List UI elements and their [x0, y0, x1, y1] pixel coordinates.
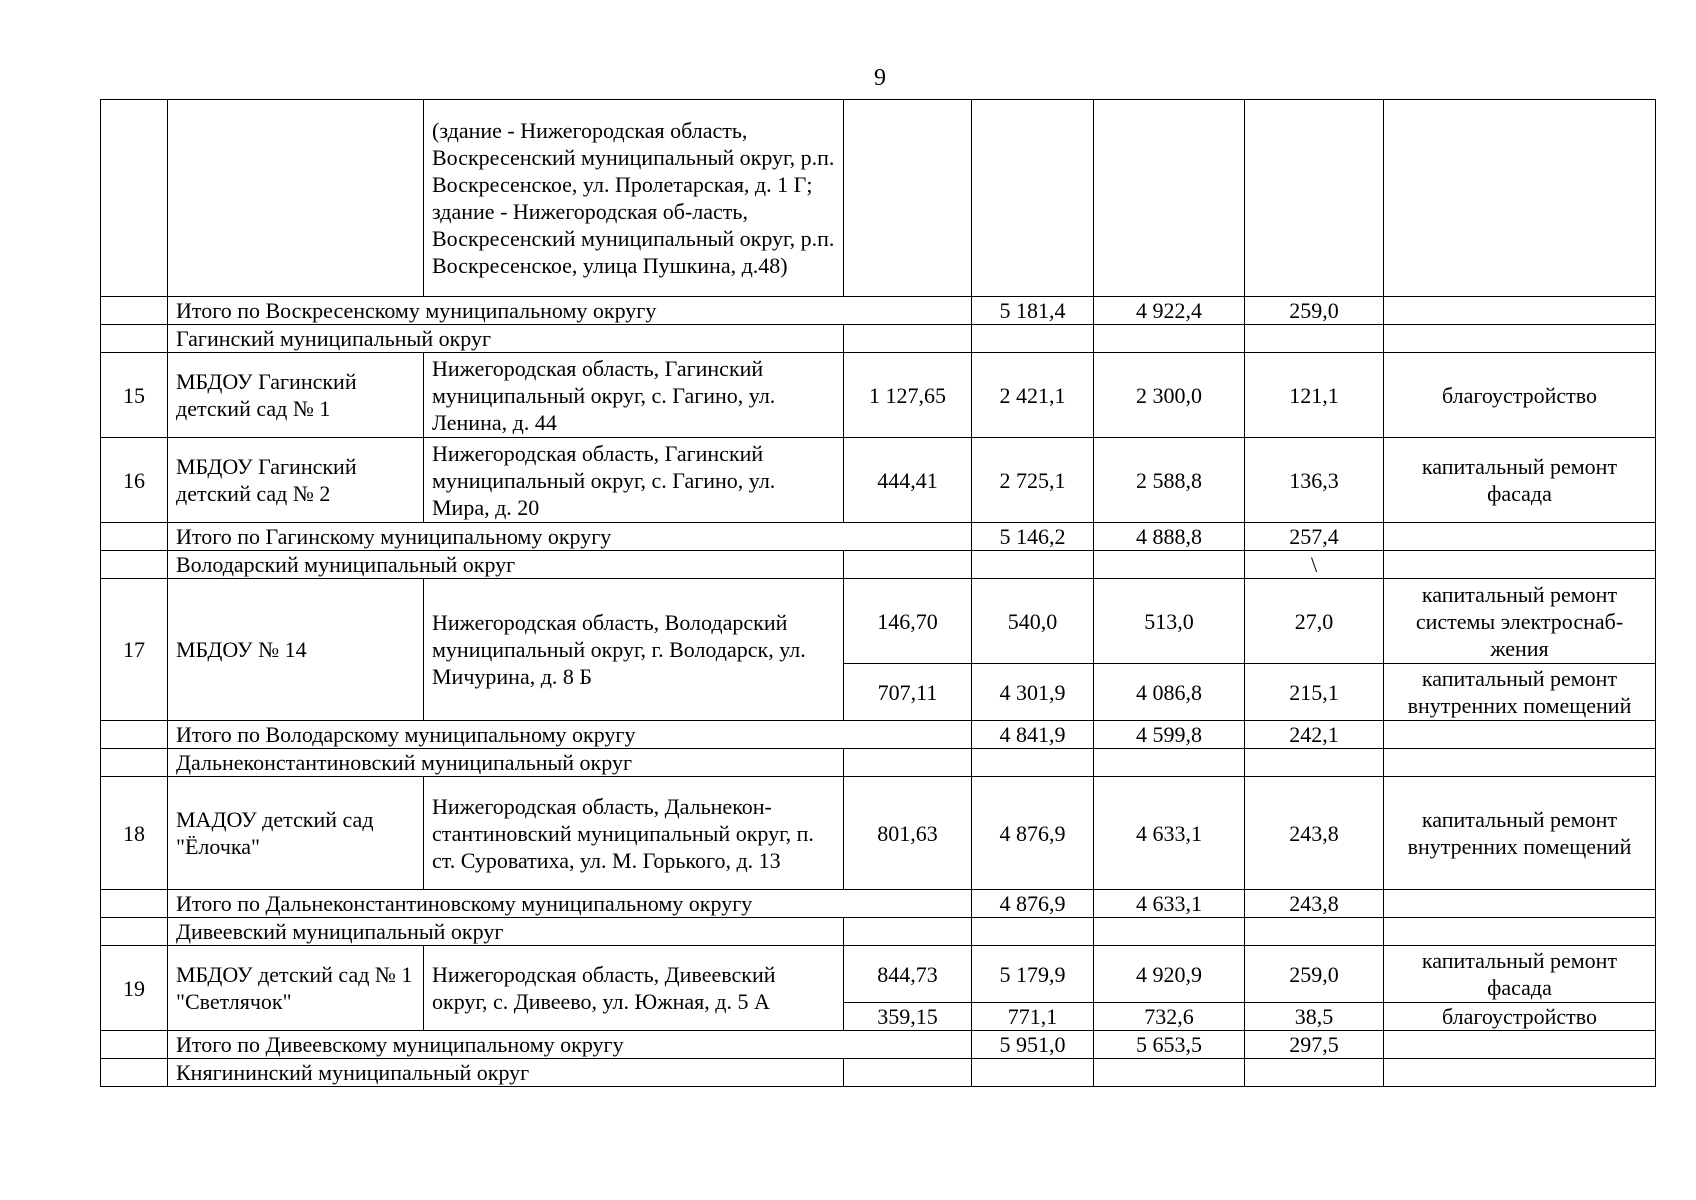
total-amount: 4 301,9	[972, 664, 1094, 721]
total-amount: 2 725,1	[972, 438, 1094, 523]
table-row	[101, 438, 1656, 523]
row-number: 17	[101, 579, 168, 721]
total-amount: 5 146,2	[972, 523, 1094, 551]
total-amount: 5 181,4	[972, 297, 1094, 325]
district-row	[101, 1059, 1656, 1087]
page-number: 9	[874, 65, 886, 91]
institution-name: МБДОУ Гагинский детский сад № 1	[168, 353, 424, 438]
table-row	[101, 579, 1656, 664]
address-cell: Нижегородская область, Дивеевский округ, с. Дивеево, ул. Южная, д. 5 А	[424, 946, 844, 1031]
work-type: капитальный ремонт внутренних помещений	[1384, 777, 1656, 890]
local-amount: 215,1	[1245, 664, 1384, 721]
funding-table	[100, 99, 1656, 1087]
regional-amount: 4 086,8	[1094, 664, 1245, 721]
total-amount: 2 421,1	[972, 353, 1094, 438]
work-type: капитальный ремонт фасада	[1384, 438, 1656, 523]
area-value: 146,70	[844, 579, 972, 664]
district-label: Гагинский муниципальный округ	[168, 325, 844, 353]
area-value: 844,73	[844, 946, 972, 1003]
total-row	[101, 1031, 1656, 1059]
local-amount: 27,0	[1245, 579, 1384, 664]
regional-amount: 5 653,5	[1094, 1031, 1245, 1059]
total-row	[101, 890, 1656, 918]
regional-amount: 4 922,4	[1094, 297, 1245, 325]
local-amount: 297,5	[1245, 1031, 1384, 1059]
total-row	[101, 523, 1656, 551]
area-value: 359,15	[844, 1003, 972, 1031]
stray-mark: \	[1245, 551, 1384, 579]
district-label: Дивеевский муниципальный округ	[168, 918, 844, 946]
local-amount: 259,0	[1245, 946, 1384, 1003]
work-type: капитальный ремонт внутренних помещений	[1384, 664, 1656, 721]
area-value: 444,41	[844, 438, 972, 523]
table-row	[101, 353, 1656, 438]
area-value: 1 127,65	[844, 353, 972, 438]
address-cell: (здание - Нижегородская область, Воскресенский муниципальный округ, р.п. Воскресенское, ул. Пролетарская, д. 1 Г; здание - Нижегородская об-ласть, Воскресенский муниципальный округ, р.п. Воскресенское, улица Пушкина, д.48)	[424, 100, 844, 297]
regional-amount: 4 888,8	[1094, 523, 1245, 551]
local-amount: 121,1	[1245, 353, 1384, 438]
total-row	[101, 721, 1656, 749]
area-value: 801,63	[844, 777, 972, 890]
area-value: 707,11	[844, 664, 972, 721]
table-row	[101, 100, 1656, 297]
total-amount: 5 179,9	[972, 946, 1094, 1003]
total-row	[101, 297, 1656, 325]
regional-amount: 4 633,1	[1094, 777, 1245, 890]
work-type: благоустройство	[1384, 353, 1656, 438]
local-amount: 243,8	[1245, 890, 1384, 918]
regional-amount: 4 599,8	[1094, 721, 1245, 749]
local-amount: 242,1	[1245, 721, 1384, 749]
institution-name: МБДОУ Гагинский детский сад № 2	[168, 438, 424, 523]
institution-name: МАДОУ детский сад "Ёлочка"	[168, 777, 424, 890]
district-row	[101, 551, 1656, 579]
district-label: Дальнеконстантиновский муниципальный округ	[168, 749, 844, 777]
district-row	[101, 325, 1656, 353]
total-amount: 4 876,9	[972, 777, 1094, 890]
district-label: Княгининский муниципальный округ	[168, 1059, 844, 1087]
row-number: 18	[101, 777, 168, 890]
regional-amount: 2 300,0	[1094, 353, 1245, 438]
work-type: благоустройство	[1384, 1003, 1656, 1031]
regional-amount: 513,0	[1094, 579, 1245, 664]
district-label: Володарский муниципальный округ	[168, 551, 844, 579]
row-number: 15	[101, 353, 168, 438]
total-label: Итого по Гагинскому муниципальному округу	[168, 523, 972, 551]
local-amount: 38,5	[1245, 1003, 1384, 1031]
address-cell: Нижегородская область, Володарский муниципальный округ, г. Володарск, ул. Мичурина, д. 8 Б	[424, 579, 844, 721]
local-amount: 257,4	[1245, 523, 1384, 551]
regional-amount: 732,6	[1094, 1003, 1245, 1031]
total-amount: 5 951,0	[972, 1031, 1094, 1059]
address-cell: Нижегородская область, Гагинский муниципальный округ, с. Гагино, ул. Мира, д. 20	[424, 438, 844, 523]
row-number: 19	[101, 946, 168, 1031]
regional-amount: 2 588,8	[1094, 438, 1245, 523]
local-amount: 259,0	[1245, 297, 1384, 325]
total-amount: 4 876,9	[972, 890, 1094, 918]
total-amount: 771,1	[972, 1003, 1094, 1031]
total-label: Итого по Дальнеконстантиновскому муниципальному округу	[168, 890, 972, 918]
address-cell: Нижегородская область, Гагинский муниципальный округ, с. Гагино, ул. Ленина, д. 44	[424, 353, 844, 438]
local-amount: 136,3	[1245, 438, 1384, 523]
total-label: Итого по Дивеевскому муниципальному округу	[168, 1031, 972, 1059]
work-type: капитальный ремонт системы электроснаб-жения	[1384, 579, 1656, 664]
total-amount: 540,0	[972, 579, 1094, 664]
work-type: капитальный ремонт фасада	[1384, 946, 1656, 1003]
regional-amount: 4 920,9	[1094, 946, 1245, 1003]
institution-name: МБДОУ № 14	[168, 579, 424, 721]
table-row	[101, 777, 1656, 890]
institution-name: МБДОУ детский сад № 1 "Светлячок"	[168, 946, 424, 1031]
table-row	[101, 946, 1656, 1003]
total-label: Итого по Володарскому муниципальному округу	[168, 721, 972, 749]
district-row	[101, 749, 1656, 777]
district-row	[101, 918, 1656, 946]
address-cell: Нижегородская область, Дальнекон-стантиновский муниципальный округ, п. ст. Суроватиха, ул. М. Горького, д. 13	[424, 777, 844, 890]
regional-amount: 4 633,1	[1094, 890, 1245, 918]
local-amount: 243,8	[1245, 777, 1384, 890]
total-label: Итого по Воскресенскому муниципальному округу	[168, 297, 972, 325]
row-number: 16	[101, 438, 168, 523]
total-amount: 4 841,9	[972, 721, 1094, 749]
